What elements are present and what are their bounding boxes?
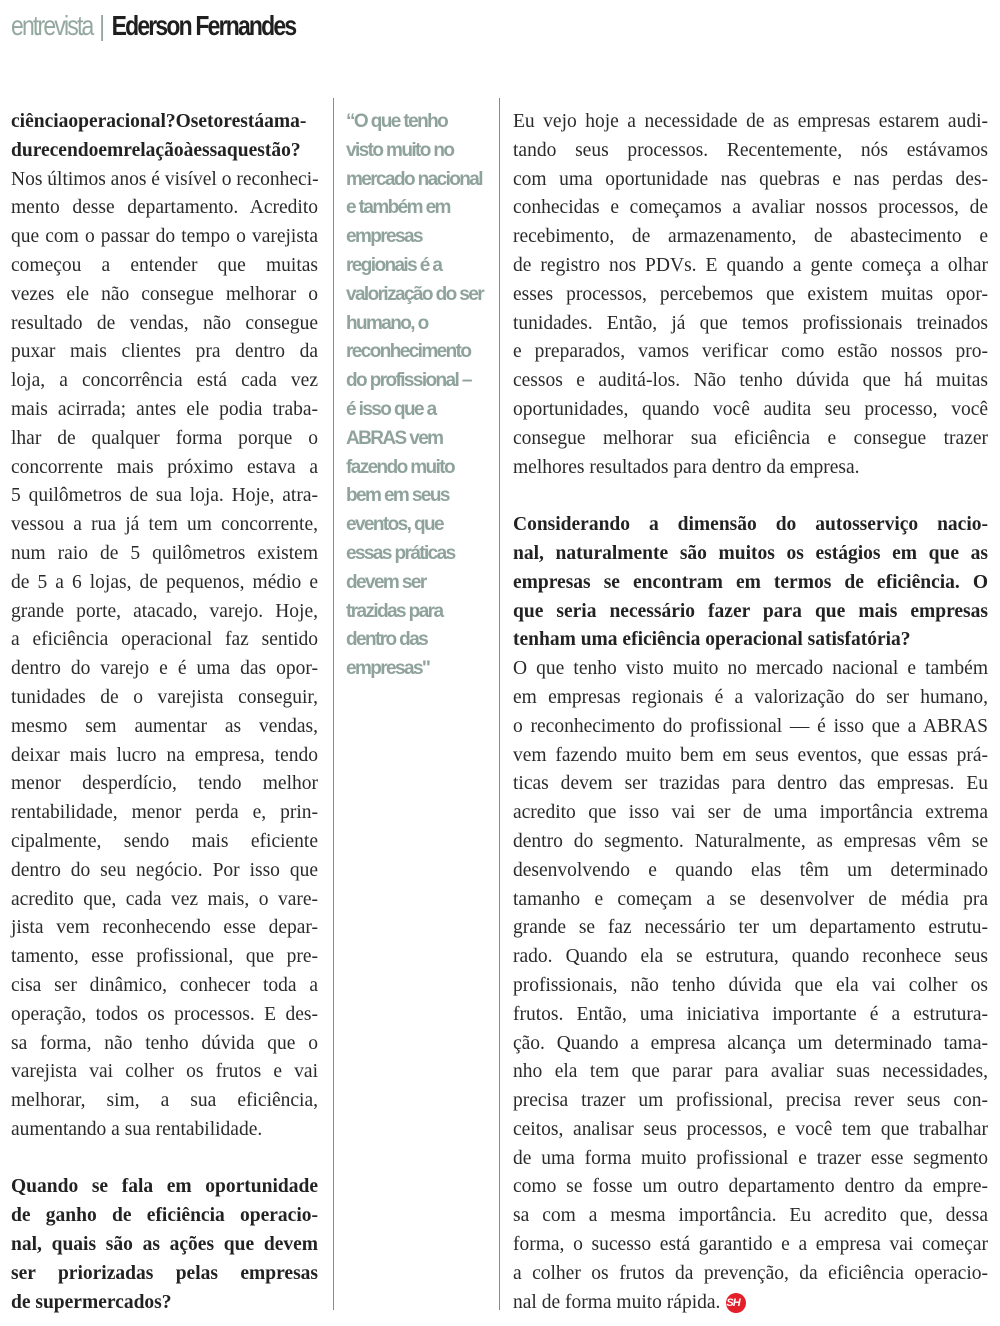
text-line bbox=[513, 799, 988, 828]
text-line-content: 5 quilômetros de sua loja. Hoje, atra- bbox=[11, 485, 318, 507]
text-line-content: esses processos, percebemos que existem muitas opor- bbox=[513, 283, 988, 305]
text-line-content: rentabilidade, menor perda e, prin- bbox=[11, 802, 318, 824]
pull-quote-line: reconhecimento bbox=[346, 341, 471, 363]
text-line-content: cisa ser dinâmico, conhecer toda a bbox=[11, 974, 318, 996]
text-line-content: O que tenho visto muito no mercado nacional e também bbox=[513, 658, 988, 680]
question-text bbox=[513, 511, 988, 655]
pull-quote-line: fazendo muito bbox=[346, 456, 454, 478]
text-line-content: que seria necessário fazer para que mais empresas bbox=[513, 600, 988, 622]
text-line-content: menor desperdício, tendo melhor bbox=[11, 773, 318, 795]
text-line bbox=[11, 194, 318, 223]
text-line-content: desenvolvendo e quando elas têm um determinado bbox=[513, 859, 988, 881]
article-column-1 bbox=[11, 108, 318, 1317]
text-line bbox=[11, 598, 318, 627]
answer-text bbox=[513, 655, 988, 1317]
text-line-content: de registro nos PDVs. E quando a gente começa a olhar bbox=[513, 254, 988, 276]
text-line bbox=[513, 857, 988, 886]
text-line-content: nho ela tem que parar para avaliar suas necessidades, bbox=[513, 1061, 988, 1083]
text-line bbox=[11, 626, 318, 655]
text-line-content: ticas devem ser trazidas para dentro das empresas. Eu bbox=[513, 773, 988, 795]
text-line-content: ção. Quando a empresa alcança um determinado tama- bbox=[513, 1032, 988, 1054]
text-line bbox=[513, 1001, 988, 1030]
text-line-content: de 5 a 6 lojas, de pequenos, médio e bbox=[11, 571, 318, 593]
text-line-content: Nos últimos anos é visível o reconheci- bbox=[11, 168, 319, 190]
text-line-content: sa forma, não tenho dúvida que o bbox=[11, 1032, 318, 1054]
text-line bbox=[513, 655, 988, 684]
text-line bbox=[513, 396, 988, 425]
text-line-content: dentro do segmento. Naturalmente, as empresas vêm se bbox=[513, 830, 988, 852]
text-line-content: resultado de vendas, não consegue bbox=[11, 312, 318, 334]
text-line-content: acredito que isso vai ser de uma importância extrema bbox=[513, 802, 988, 824]
text-line-content: dentro do seu negócio. Por isso que bbox=[11, 859, 318, 881]
text-line bbox=[11, 857, 318, 886]
column-divider bbox=[333, 98, 334, 1310]
text-line bbox=[513, 310, 988, 339]
text-line bbox=[513, 1030, 988, 1059]
paragraph-gap bbox=[513, 482, 988, 511]
article-column-3 bbox=[513, 108, 988, 1317]
text-line-content: deixar mais lucro na empresa, tendo bbox=[11, 744, 318, 766]
text-line-content: grande porte, atacado, varejo. Hoje, bbox=[11, 600, 318, 622]
pull-quote-line: dentro das bbox=[346, 629, 428, 651]
text-line-content: forma, o sucesso está garantido e a empresa vai começar bbox=[513, 1234, 988, 1256]
text-line bbox=[513, 223, 988, 252]
text-line-content: empresas se encontram em termos de eficiência. O bbox=[513, 571, 988, 593]
text-line-content: com uma oportunidade nas quebras e nas perdas des- bbox=[513, 168, 988, 190]
pull-quote-line: devem ser bbox=[346, 571, 426, 593]
text-line bbox=[11, 713, 318, 742]
text-line bbox=[11, 1173, 318, 1202]
text-line bbox=[11, 914, 318, 943]
text-line-content: mesmo sem aumentar as vendas, bbox=[11, 715, 318, 737]
text-line-content: melhorar, sim, a sua eficiência, bbox=[11, 1090, 318, 1112]
text-line-content: melhores resultados para dentro da empresa. bbox=[513, 456, 860, 478]
text-line bbox=[513, 425, 988, 454]
pull-quote-line: essas práticas bbox=[346, 542, 455, 564]
pull-quote-line: empresas" bbox=[346, 658, 430, 680]
text-line bbox=[513, 943, 988, 972]
question-text bbox=[11, 108, 318, 166]
text-line bbox=[513, 684, 988, 713]
text-line-content: concorrente mais próximo estava a bbox=[11, 456, 318, 478]
text-line bbox=[513, 511, 988, 540]
pull-quote bbox=[346, 108, 491, 684]
paragraph-gap bbox=[11, 1145, 318, 1174]
question-text bbox=[11, 1173, 318, 1317]
text-line bbox=[11, 1030, 318, 1059]
text-line-content: frutos. Então, uma iniciativa importante é a estrutura- bbox=[513, 1003, 988, 1025]
text-line-content: grande se faz necessário ter um departamento estrutu- bbox=[513, 917, 988, 939]
text-line-content: varejista vai colher os frutos e vai bbox=[11, 1061, 318, 1083]
pull-quote-line: “O que tenho bbox=[346, 111, 448, 132]
text-line bbox=[11, 655, 318, 684]
pull-quote-line: bem em seus bbox=[346, 485, 449, 507]
text-line bbox=[513, 367, 988, 396]
text-line-content: tunidades de o varejista conseguir, bbox=[11, 686, 318, 708]
pull-quote-line: ABRAS vem bbox=[346, 427, 443, 449]
text-line-content: ser priorizadas pelas empresas bbox=[11, 1262, 318, 1284]
text-line bbox=[513, 828, 988, 857]
text-line-content: Eu vejo hoje a necessidade de as empresas estarem audi- bbox=[513, 111, 988, 132]
text-line bbox=[11, 540, 318, 569]
text-line bbox=[513, 454, 988, 483]
page-header bbox=[11, 6, 295, 46]
text-line bbox=[11, 972, 318, 1001]
text-line-content: ciênciaoperacional?Osetorestáama- bbox=[11, 111, 307, 132]
text-line bbox=[11, 396, 318, 425]
header-separator: | bbox=[99, 10, 106, 41]
pull-quote-line: mercado nacional bbox=[346, 168, 482, 190]
text-line-content: consegue melhorar sua eficiência e consegue trazer bbox=[513, 427, 988, 449]
text-line bbox=[11, 569, 318, 598]
text-line bbox=[513, 281, 988, 310]
text-line bbox=[11, 1001, 318, 1030]
text-line-content: nal de forma muito rápida. bbox=[513, 1291, 721, 1313]
text-line bbox=[11, 252, 318, 281]
text-line-content: tamento, esse profissional, que pre- bbox=[11, 946, 318, 968]
pull-quote-line: do profissional – bbox=[346, 370, 471, 392]
text-line-content: a eficiência operacional faz sentido bbox=[11, 629, 318, 651]
text-line-content: oportunidades, quando você audita seu processo, você bbox=[513, 398, 988, 420]
text-line-content: em empresas regionais é a valorização do ser humano, bbox=[513, 686, 988, 708]
text-line bbox=[11, 166, 318, 195]
text-line bbox=[11, 799, 318, 828]
text-line-content: profissionais, não tenho dúvida que ela vai colher os bbox=[513, 974, 988, 996]
answer-text bbox=[11, 166, 318, 1145]
text-line bbox=[11, 684, 318, 713]
text-line bbox=[11, 770, 318, 799]
text-line bbox=[513, 252, 988, 281]
text-line-content: de ganho de eficiência operacio- bbox=[11, 1205, 318, 1227]
text-line-content: mais acirrada; antes ele podia traba- bbox=[11, 398, 318, 420]
text-line-content: precisa trazer um profissional, precisa rever seus con- bbox=[513, 1090, 988, 1112]
text-line bbox=[11, 1116, 318, 1145]
pull-quote-line: eventos, que bbox=[346, 514, 443, 536]
text-line bbox=[513, 108, 988, 137]
text-line bbox=[513, 137, 988, 166]
text-line-content: cessos e auditá-los. Não tenho dúvida que há muitas bbox=[513, 370, 988, 392]
text-line-content: vezes ele não consegue melhorar o bbox=[11, 283, 318, 305]
text-line bbox=[513, 569, 988, 598]
interviewee-name: Ederson Fernandes bbox=[111, 10, 296, 41]
text-line-content: loja, a concorrência está cada vez bbox=[11, 370, 318, 392]
text-line-content: nal, naturalmente são muitos os estágios em que as bbox=[513, 542, 988, 564]
text-line bbox=[513, 1202, 988, 1231]
text-line-content: que com o passar do tempo o varejista bbox=[11, 226, 318, 248]
text-line bbox=[513, 770, 988, 799]
pull-quote-line: visto muito no bbox=[346, 139, 454, 161]
text-line-content: tenham uma eficiência operacional satisfatória? bbox=[513, 629, 911, 651]
pull-quote-line: empresas bbox=[346, 226, 422, 248]
text-line bbox=[11, 886, 318, 915]
text-line-content: vem fazendo muito bem em seus eventos, que essas prá- bbox=[513, 744, 988, 766]
text-line bbox=[11, 425, 318, 454]
text-line-content: recebimento, de armazenamento, de abastecimento e bbox=[513, 226, 988, 248]
text-line bbox=[513, 626, 988, 655]
text-line-content: mento desse departamento. Acredito bbox=[11, 197, 318, 219]
text-line bbox=[11, 1289, 318, 1318]
pull-quote-line: valorização do ser bbox=[346, 283, 483, 305]
text-line bbox=[11, 943, 318, 972]
text-line-content: vessou a rua já tem um concorrente, bbox=[11, 514, 318, 536]
text-line-content: durecendoemrelaçãoàessaquestão? bbox=[11, 139, 301, 161]
text-line bbox=[11, 1087, 318, 1116]
text-line bbox=[11, 1231, 318, 1260]
text-line bbox=[513, 1087, 988, 1116]
text-line-content: operação, todos os processos. E des- bbox=[11, 1003, 318, 1025]
text-line bbox=[11, 828, 318, 857]
section-label: entrevista bbox=[11, 10, 93, 41]
pull-quote-line: e também em bbox=[346, 197, 450, 219]
text-line bbox=[513, 598, 988, 627]
text-line-content: rado. Quando ela se estrutura, quando reconhece seus bbox=[513, 946, 988, 968]
text-line-content: dentro do varejo e é uma das opor- bbox=[11, 658, 318, 680]
text-line bbox=[513, 972, 988, 1001]
text-line bbox=[513, 1231, 988, 1260]
text-line-content: num raio de 5 quilômetros existem bbox=[11, 542, 318, 564]
text-line-content: jista vem reconhecendo esse depar- bbox=[11, 917, 318, 939]
text-line bbox=[11, 482, 318, 511]
text-line-content: acredito que, cada vez mais, o vare- bbox=[11, 888, 318, 910]
text-line bbox=[513, 1058, 988, 1087]
text-line-content: de supermercados? bbox=[11, 1291, 172, 1313]
text-line-content: o reconhecimento do profissional — é isso que a ABRAS bbox=[513, 715, 988, 737]
text-line bbox=[513, 1260, 988, 1289]
text-line-content: puxar mais clientes pra dentro da bbox=[11, 341, 318, 363]
text-line-content: nal, quais são as ações que devem bbox=[11, 1234, 318, 1256]
pull-quote-line: humano, o bbox=[346, 312, 428, 334]
column-divider bbox=[499, 98, 500, 1310]
text-line bbox=[513, 742, 988, 771]
text-line-content: cipalmente, sendo mais eficiente bbox=[11, 830, 318, 852]
text-line bbox=[11, 223, 318, 252]
text-line bbox=[513, 1145, 988, 1174]
text-line-content: a colher os frutos da prevenção, da eficiência operacio- bbox=[513, 1262, 988, 1284]
text-line-content: tunidades. Então, já que temos profissionais treinados bbox=[513, 312, 988, 334]
text-line bbox=[513, 713, 988, 742]
text-line-content: de uma forma muito profissional e trazer esse segmento bbox=[513, 1147, 988, 1169]
text-line bbox=[11, 1058, 318, 1087]
text-line bbox=[513, 1289, 988, 1318]
text-line-content: tamanho e começam a se desenvolver de média pra bbox=[513, 888, 988, 910]
text-line-content: como se fosse um outro departamento dentro da empre- bbox=[513, 1176, 988, 1198]
text-line bbox=[11, 454, 318, 483]
text-line-content: Considerando a dimensão do autosserviço nacio- bbox=[513, 514, 988, 536]
text-line bbox=[513, 194, 988, 223]
text-line bbox=[513, 1116, 988, 1145]
pull-quote-line: trazidas para bbox=[346, 600, 443, 622]
pull-quote-line: é isso que a bbox=[346, 398, 436, 420]
text-line bbox=[11, 367, 318, 396]
text-line-content: ceitos, analisar seus processos, e você tem que trabalhar bbox=[513, 1118, 988, 1140]
text-line bbox=[11, 511, 318, 540]
text-line-content: sa com a mesma importância. Eu acredito que, dessa bbox=[513, 1205, 988, 1227]
text-line-content: começou a entender que muitas bbox=[11, 254, 318, 276]
text-line bbox=[513, 914, 988, 943]
sh-logo-icon: SH bbox=[726, 1293, 746, 1313]
pull-quote-line: regionais é a bbox=[346, 254, 442, 276]
text-line bbox=[11, 281, 318, 310]
text-line bbox=[513, 1173, 988, 1202]
text-line-content: e preparados, vamos verificar como estão nossos pro- bbox=[513, 341, 988, 363]
text-line bbox=[11, 742, 318, 771]
text-line bbox=[513, 540, 988, 569]
text-line bbox=[11, 1260, 318, 1289]
text-line bbox=[11, 338, 318, 367]
text-line-content: lhar de qualquer forma porque o bbox=[11, 427, 318, 449]
text-line bbox=[513, 338, 988, 367]
text-line bbox=[11, 137, 318, 166]
text-line-content: aumentando a sua rentabilidade. bbox=[11, 1118, 263, 1140]
text-line-content: tando seus processos. Recentemente, nós estávamos bbox=[513, 139, 988, 161]
text-line bbox=[513, 166, 988, 195]
text-line bbox=[11, 310, 318, 339]
text-line-content: conhecidas e começamos a avaliar nossos processos, de bbox=[513, 197, 988, 219]
text-line bbox=[513, 886, 988, 915]
pull-quote-text bbox=[346, 108, 491, 684]
answer-text bbox=[513, 108, 988, 482]
text-line bbox=[11, 1202, 318, 1231]
text-line bbox=[11, 108, 318, 137]
text-line-content: Quando se fala em oportunidade bbox=[11, 1176, 318, 1198]
